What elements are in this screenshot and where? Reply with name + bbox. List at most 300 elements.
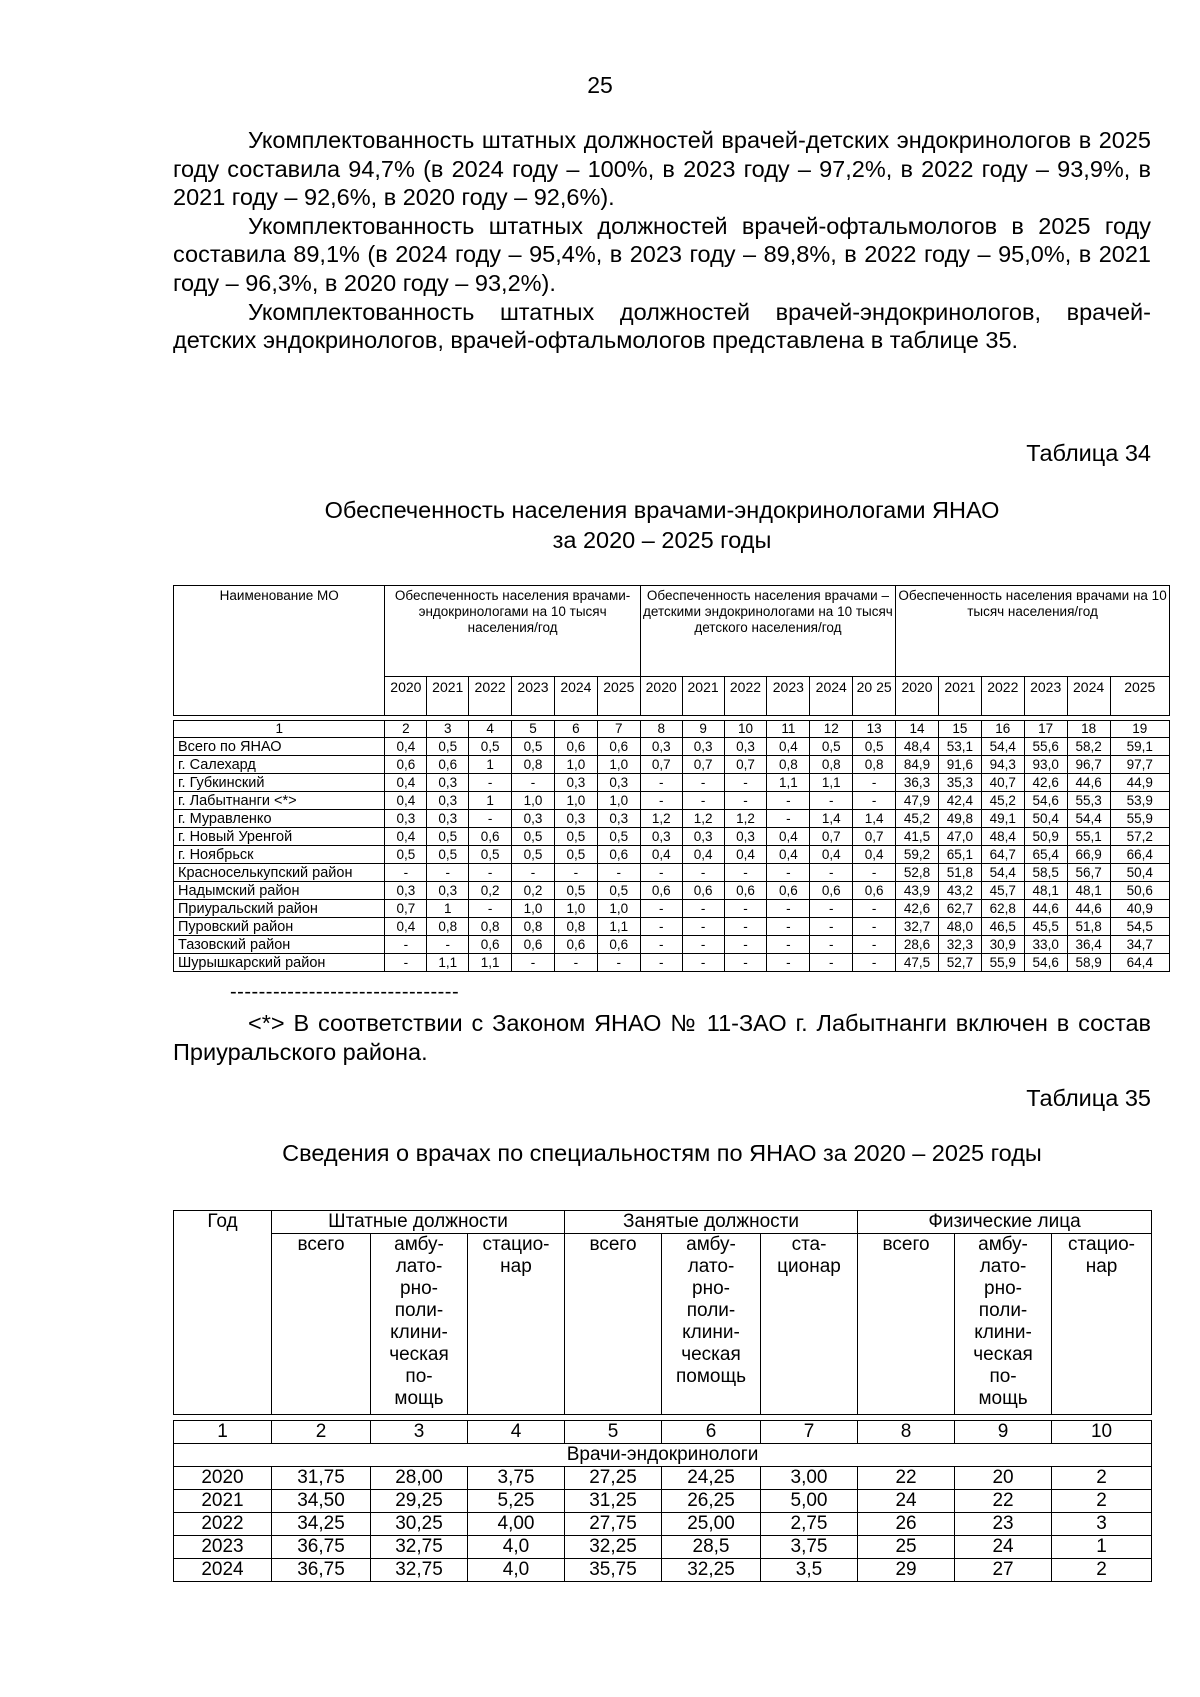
table34-cell: 1,0	[597, 792, 640, 810]
table35-subheader-cell: амбу- лато- рно- поли- клини- ческая по- мощь	[955, 1234, 1052, 1415]
table34-row	[174, 864, 1170, 882]
table35-cell: 22	[955, 1490, 1052, 1513]
table35-cell: 2024	[174, 1559, 272, 1582]
table34-cell: 55,1	[1067, 828, 1110, 846]
table35-cell: 2	[1052, 1559, 1152, 1582]
table34-cell: 0,3	[724, 828, 767, 846]
table35-cell: 2,75	[761, 1513, 858, 1536]
table35-header-group: Штатные должности	[272, 1211, 565, 1234]
table34-row-name: Красноселькупский район	[174, 864, 385, 882]
table34-cell: 47,9	[896, 792, 939, 810]
table34-row	[174, 810, 1170, 828]
table34-cell: 65,1	[938, 846, 981, 864]
table35-cell: 4,0	[468, 1536, 565, 1559]
table34-cell: 40,9	[1110, 900, 1169, 918]
table34-cell: -	[512, 954, 555, 972]
table35-cell: 4,00	[468, 1513, 565, 1536]
table35-column-number: 9	[955, 1421, 1052, 1444]
table34-cell: 54,6	[1024, 954, 1067, 972]
table34-column-number: 13	[853, 721, 896, 738]
table34-row-name: Всего по ЯНАО	[174, 738, 385, 756]
table34-header-name: Наименование МО	[174, 586, 385, 716]
table34-cell: 62,8	[981, 900, 1024, 918]
table34-cell: 0,4	[767, 846, 810, 864]
table34-column-number: 5	[512, 721, 555, 738]
table35-header-row	[174, 1211, 1152, 1234]
table34-column-number: 4	[469, 721, 512, 738]
table35-column-number: 10	[1052, 1421, 1152, 1444]
table35-cell: 27,25	[565, 1467, 662, 1490]
table35-cell: 26	[858, 1513, 955, 1536]
table34-column-number: 9	[682, 721, 724, 738]
table34-cell: -	[853, 864, 896, 882]
table34-cell: 0,3	[597, 810, 640, 828]
table34-cell: 1,1	[469, 954, 512, 972]
table35-subheader-cell: ста- ционар	[761, 1234, 858, 1415]
table34-year-cell: 2020	[640, 677, 682, 716]
table34-cell: 0,5	[597, 882, 640, 900]
table34-cell: 48,4	[981, 828, 1024, 846]
table35-cell: 3	[1052, 1513, 1152, 1536]
table34-row	[174, 828, 1170, 846]
table34-cell: 49,1	[981, 810, 1024, 828]
table34-cell: 0,5	[385, 846, 427, 864]
table34-cell: 58,5	[1024, 864, 1067, 882]
table34-cell: 48,4	[896, 738, 939, 756]
table34-cell: 1,1	[767, 774, 810, 792]
table34-year-cell: 2023	[1024, 677, 1067, 716]
table34-cell: 52,7	[938, 954, 981, 972]
table34-cell: 1,2	[724, 810, 767, 828]
table34-cell: 48,1	[1024, 882, 1067, 900]
table34-cell: 1,0	[512, 900, 555, 918]
table34-column-number: 16	[981, 721, 1024, 738]
table34-cell: 53,1	[938, 738, 981, 756]
table34-cell: 59,2	[896, 846, 939, 864]
table34-cell: 54,4	[981, 864, 1024, 882]
table34-cell: 64,4	[1110, 954, 1169, 972]
table34-cell: 47,0	[938, 828, 981, 846]
table35-subheader-cell: всего	[858, 1234, 955, 1415]
table35-subheader-row	[174, 1234, 1152, 1415]
table34-cell: 0,3	[640, 828, 682, 846]
table34-cell: -	[853, 936, 896, 954]
table34-cell: -	[640, 918, 682, 936]
table34-cell: 45,2	[896, 810, 939, 828]
table34-cell: -	[512, 774, 555, 792]
table34-cell: 55,6	[1024, 738, 1067, 756]
table34-cell: 0,3	[724, 738, 767, 756]
table34-cell: 0,6	[554, 738, 597, 756]
table35-cell: 32,75	[371, 1536, 468, 1559]
table34-cell: -	[724, 900, 767, 918]
table35-cell: 32,25	[565, 1536, 662, 1559]
table34-cell: -	[427, 936, 469, 954]
table34-cell: 0,5	[853, 738, 896, 756]
table34-cell: 0,4	[385, 792, 427, 810]
table34-cell: -	[767, 900, 810, 918]
table35-subheader-cell: всего	[565, 1234, 662, 1415]
table34-cell: 0,8	[767, 756, 810, 774]
table34-cell: 0,5	[554, 882, 597, 900]
table35-cell: 34,25	[272, 1513, 371, 1536]
table34-column-number: 2	[385, 721, 427, 738]
table34-cell: 0,8	[554, 918, 597, 936]
table34-cell: 0,3	[554, 774, 597, 792]
table34-cell: 0,7	[640, 756, 682, 774]
table35-cell: 5,00	[761, 1490, 858, 1513]
table34-cell: 0,5	[469, 738, 512, 756]
table34-cell: 43,9	[896, 882, 939, 900]
table34-cell: 0,6	[682, 882, 724, 900]
table34-column-number: 14	[896, 721, 939, 738]
table34-cell: -	[597, 954, 640, 972]
table34-cell: 0,6	[512, 936, 555, 954]
table34-cell: 0,7	[385, 900, 427, 918]
paragraph: Укомплектованность штатных должностей врачей-эндокринологов, врачей-детских эндокринологов, врачей-офтальмологов представлена в таблице 35.	[173, 298, 1151, 354]
footnote-separator: --------------------------------	[230, 981, 460, 1003]
table34-cell: 58,2	[1067, 738, 1110, 756]
table34-cell: 66,4	[1110, 846, 1169, 864]
table34-header-group: Обеспеченность населения врачами на 10 тысяч населения/год	[896, 586, 1170, 677]
table34-cell: 54,4	[1067, 810, 1110, 828]
table35-cell: 20	[955, 1467, 1052, 1490]
table34-cell: 0,4	[640, 846, 682, 864]
table34-column-number: 1	[174, 721, 385, 738]
table34-year-cell: 2022	[469, 677, 512, 716]
table34-year-cell: 2023	[512, 677, 555, 716]
table34-cell: -	[724, 918, 767, 936]
table34-cell: 1,0	[597, 900, 640, 918]
table34-row-name: г. Губкинский	[174, 774, 385, 792]
table34-cell: 54,4	[981, 738, 1024, 756]
table35-cell: 1	[1052, 1536, 1152, 1559]
table34-cell: 49,8	[938, 810, 981, 828]
table34-cell: 0,4	[385, 918, 427, 936]
table34-column-number-row	[174, 721, 1170, 738]
table34-cell: -	[767, 918, 810, 936]
table34-cell: 36,4	[1067, 936, 1110, 954]
table34-cell: -	[810, 918, 853, 936]
table34-cell: 1,0	[554, 756, 597, 774]
table34-year-cell: 2024	[554, 677, 597, 716]
table34-cell: 40,7	[981, 774, 1024, 792]
table34-year-cell: 2020	[385, 677, 427, 716]
paragraph: Укомплектованность штатных должностей врачей-офтальмологов в 2025 году составила 89,1% (в 2024 году – 95,4%, в 2023 году – 89,8%, в 2022 году – 95,0%, в 2021 году – 96,3%, в 2020 году – 93,2%).	[173, 212, 1151, 296]
table35-cell: 2	[1052, 1467, 1152, 1490]
table34-cell: 0,5	[427, 738, 469, 756]
table34-column-number: 12	[810, 721, 853, 738]
table34-cell: 54,5	[1110, 918, 1169, 936]
table34-cell: 55,3	[1067, 792, 1110, 810]
table34-cell: 0,6	[810, 882, 853, 900]
table34-cell: 0,8	[512, 918, 555, 936]
table35-column-number: 2	[272, 1421, 371, 1444]
table35-column-number: 4	[468, 1421, 565, 1444]
table34-cell: 0,4	[385, 738, 427, 756]
table34-cell: 0,4	[682, 846, 724, 864]
table34-cell: 57,2	[1110, 828, 1169, 846]
table34-cell: 50,9	[1024, 828, 1067, 846]
table34-cell: -	[385, 954, 427, 972]
table34-cell: 0,4	[724, 846, 767, 864]
table34-cell: -	[469, 810, 512, 828]
table35-subheader-cell: стацио- нар	[1052, 1234, 1152, 1415]
table34-row-name: Надымский район	[174, 882, 385, 900]
table34-cell: 0,6	[469, 936, 512, 954]
table34-cell: 1	[469, 756, 512, 774]
table35-row	[174, 1513, 1152, 1536]
table34-row-name: г. Лабытнанги <*>	[174, 792, 385, 810]
table34-year-cell: 2021	[427, 677, 469, 716]
body-text	[173, 126, 1151, 355]
table34-cell: -	[554, 864, 597, 882]
table35-cell: 28,00	[371, 1467, 468, 1490]
table34-cell: -	[767, 810, 810, 828]
table34-row	[174, 900, 1170, 918]
table34-cell: 0,3	[427, 810, 469, 828]
table34-cell: 54,6	[1024, 792, 1067, 810]
table34-cell: -	[724, 954, 767, 972]
table34-year-cell: 2021	[682, 677, 724, 716]
table35-column-number: 1	[174, 1421, 272, 1444]
table34-cell: 1,2	[682, 810, 724, 828]
table34-cell: 0,3	[682, 738, 724, 756]
table34-cell: 0,2	[469, 882, 512, 900]
table34-header-row	[174, 586, 1170, 677]
table34-cell: 91,6	[938, 756, 981, 774]
table34-year-cell: 2025	[1110, 677, 1169, 716]
table34-row	[174, 774, 1170, 792]
table34-cell: 0,3	[427, 792, 469, 810]
table34-cell: 32,7	[896, 918, 939, 936]
table34-cell: 0,3	[385, 810, 427, 828]
table34-cell: -	[810, 900, 853, 918]
table34-cell: 36,3	[896, 774, 939, 792]
table34-cell: -	[853, 900, 896, 918]
table35-row	[174, 1467, 1152, 1490]
table34-cell: -	[682, 792, 724, 810]
table34-cell: 34,7	[1110, 936, 1169, 954]
table34-cell: 0,3	[427, 882, 469, 900]
table34-cell: 51,8	[938, 864, 981, 882]
table34-year-cell: 2020	[896, 677, 939, 716]
table34-cell: 0,4	[767, 828, 810, 846]
table35-header-group: Физические лица	[858, 1211, 1152, 1234]
table35-cell: 31,25	[565, 1490, 662, 1513]
table34-cell: 50,4	[1110, 864, 1169, 882]
table34-cell: 0,4	[385, 774, 427, 792]
page-number: 25	[587, 72, 613, 98]
table35-cell: 3,00	[761, 1467, 858, 1490]
table35-caption: Таблица 35	[1026, 1085, 1151, 1111]
table35-cell: 24,25	[662, 1467, 761, 1490]
table34-cell: 42,4	[938, 792, 981, 810]
table35-column-number: 6	[662, 1421, 761, 1444]
table34-row	[174, 918, 1170, 936]
table34-column-number: 6	[554, 721, 597, 738]
table34-cell: -	[767, 792, 810, 810]
table35-cell: 31,75	[272, 1467, 371, 1490]
table34-row-name: Шурышкарский район	[174, 954, 385, 972]
table34-cell: 0,8	[469, 918, 512, 936]
table34-cell: 0,6	[427, 756, 469, 774]
table34-cell: 0,5	[512, 738, 555, 756]
table34-cell: 44,6	[1067, 900, 1110, 918]
table34-cell: 0,4	[810, 846, 853, 864]
table34-cell: 1,0	[554, 792, 597, 810]
table34-cell: -	[640, 774, 682, 792]
table35-cell: 32,75	[371, 1559, 468, 1582]
table34-cell: 47,5	[896, 954, 939, 972]
table35-row	[174, 1536, 1152, 1559]
table34-column-number: 15	[938, 721, 981, 738]
table34-cell: 0,6	[597, 936, 640, 954]
table35-cell: 29,25	[371, 1490, 468, 1513]
table35-cell: 24	[858, 1490, 955, 1513]
table35-section-title: Врачи-эндокринологи	[174, 1444, 1152, 1467]
table34-cell: -	[682, 900, 724, 918]
table34-cell: 41,5	[896, 828, 939, 846]
table34-cell: 0,3	[554, 810, 597, 828]
table34-cell: -	[853, 774, 896, 792]
table35-cell: 28,5	[662, 1536, 761, 1559]
table34-header-group: Обеспеченность населения врачами – детскими эндокринологами на 10 тысяч детского населения/год	[640, 586, 895, 677]
table34-cell: 0,6	[853, 882, 896, 900]
table34-cell: -	[810, 936, 853, 954]
table34-cell: 1,4	[853, 810, 896, 828]
table34-row-name: Тазовский район	[174, 936, 385, 954]
table34-cell: 0,8	[512, 756, 555, 774]
table34-year-cell: 2024	[1067, 677, 1110, 716]
table34-cell: 56,7	[1067, 864, 1110, 882]
table34-cell: 0,7	[853, 828, 896, 846]
table34-year-cell: 2023	[767, 677, 810, 716]
table34-row-name: г. Новый Уренгой	[174, 828, 385, 846]
table34-column-number: 8	[640, 721, 682, 738]
table35-subheader-cell: амбу- лато- рно- поли- клини- ческая по- мощь	[371, 1234, 468, 1415]
table35-cell: 3,5	[761, 1559, 858, 1582]
table34-cell: 96,7	[1067, 756, 1110, 774]
table34-cell: 1,0	[597, 756, 640, 774]
table35-cell: 32,25	[662, 1559, 761, 1582]
table34-cell: 0,5	[512, 828, 555, 846]
table34-title-line1: Обеспеченность населения врачами-эндокринологами ЯНАО	[324, 497, 1000, 523]
table34-cell: -	[512, 864, 555, 882]
table34-column-number: 17	[1024, 721, 1067, 738]
table34-cell: 43,2	[938, 882, 981, 900]
table34-year-cell: 20 25	[853, 677, 896, 716]
table34-title-line2: за 2020 – 2025 годы	[552, 527, 772, 553]
table35-cell: 4,0	[468, 1559, 565, 1582]
table34-cell: 0,5	[427, 846, 469, 864]
table34-cell: 45,5	[1024, 918, 1067, 936]
table34-cell: -	[640, 936, 682, 954]
table34-row	[174, 846, 1170, 864]
table35-row	[174, 1559, 1152, 1582]
table34-cell: -	[682, 954, 724, 972]
table34-cell: -	[724, 936, 767, 954]
table34-cell: 1,0	[554, 900, 597, 918]
table34-cell: 0,5	[810, 738, 853, 756]
table34-cell: 53,9	[1110, 792, 1169, 810]
table34-cell: 55,9	[1110, 810, 1169, 828]
table35-cell: 26,25	[662, 1490, 761, 1513]
table35-cell: 2023	[174, 1536, 272, 1559]
table34-cell: 46,5	[981, 918, 1024, 936]
table34-cell: -	[724, 774, 767, 792]
table34-cell: -	[640, 864, 682, 882]
table34-cell: -	[810, 864, 853, 882]
table35	[173, 1210, 1152, 1582]
table34-cell: 48,1	[1067, 882, 1110, 900]
table34-cell: -	[724, 864, 767, 882]
table34-cell: 94,3	[981, 756, 1024, 774]
table34-cell: -	[853, 918, 896, 936]
table34-year-cell: 2025	[597, 677, 640, 716]
table35-cell: 25,00	[662, 1513, 761, 1536]
table35-cell: 22	[858, 1467, 955, 1490]
table34-row-name: Приуральский район	[174, 900, 385, 918]
table34-cell: -	[469, 774, 512, 792]
table34-cell: 0,5	[554, 846, 597, 864]
table35-cell: 35,75	[565, 1559, 662, 1582]
table34-cell: -	[597, 864, 640, 882]
table34-cell: 52,8	[896, 864, 939, 882]
paragraph: Укомплектованность штатных должностей врачей-детских эндокринологов в 2025 году составила 94,7% (в 2024 году – 100%, в 2023 году – 97,2%, в 2022 году – 93,9%, в 2021 году – 92,6%, в 2020 году – 92,6%).	[173, 127, 1151, 211]
table34-cell: -	[853, 792, 896, 810]
footnote	[173, 1009, 1151, 1067]
table35-column-number-row	[174, 1421, 1152, 1444]
table34-year-cell: 2022	[981, 677, 1024, 716]
table35-title: Сведения о врачах по специальностям по ЯНАО за 2020 – 2025 годы	[282, 1140, 1042, 1166]
table34-cell: 64,7	[981, 846, 1024, 864]
table34-row	[174, 738, 1170, 756]
table35-cell: 25	[858, 1536, 955, 1559]
table34-cell: 0,7	[724, 756, 767, 774]
table35-cell: 2021	[174, 1490, 272, 1513]
table35-subheader-cell: амбу- лато- рно- поли- клини- ческая помощь	[662, 1234, 761, 1415]
table34-cell: 0,5	[469, 846, 512, 864]
table34-cell: 1,4	[810, 810, 853, 828]
table34-cell: -	[810, 792, 853, 810]
table34-cell: 50,6	[1110, 882, 1169, 900]
table34-cell: 0,3	[682, 828, 724, 846]
table35-cell: 5,25	[468, 1490, 565, 1513]
table34-cell: -	[640, 954, 682, 972]
table35-row	[174, 1490, 1152, 1513]
table34-cell: 44,6	[1024, 900, 1067, 918]
table35-cell: 23	[955, 1513, 1052, 1536]
table34-header-group: Обеспеченность населения врачами-эндокринологами на 10 тысяч населения/год	[385, 586, 640, 677]
table34-cell: 44,9	[1110, 774, 1169, 792]
table35-cell: 27,75	[565, 1513, 662, 1536]
table34-cell: 1	[469, 792, 512, 810]
table34-cell: 0,7	[810, 828, 853, 846]
table34-cell: 1,1	[597, 918, 640, 936]
table34-cell: 97,7	[1110, 756, 1169, 774]
table34-row	[174, 792, 1170, 810]
table34-cell: 0,3	[512, 810, 555, 828]
table34-column-number: 19	[1110, 721, 1169, 738]
table35-subheader-cell: всего	[272, 1234, 371, 1415]
table34-cell: 42,6	[1024, 774, 1067, 792]
table34-year-cell: 2022	[724, 677, 767, 716]
table34-cell: -	[682, 774, 724, 792]
table34-cell: 0,3	[427, 774, 469, 792]
table34-row	[174, 954, 1170, 972]
table34-cell: 0,5	[427, 828, 469, 846]
